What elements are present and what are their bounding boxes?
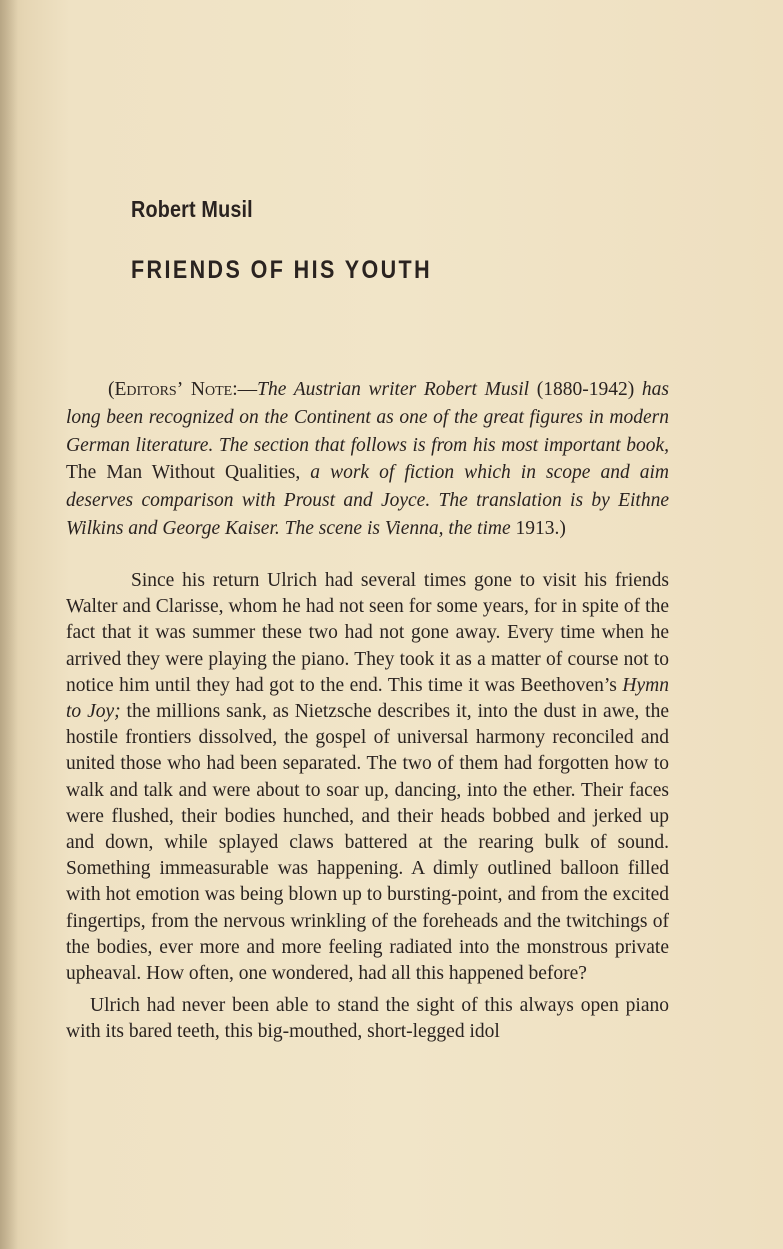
note-close-paren: ) [559,517,566,539]
note-dates: (1880-1942) [529,379,642,400]
note-italic-3: a work of fiction which in scope and aim deserves comparison with Proust and Joyce. The translation is by Eithne Wilkins and George Kaiser. The scene is Vienna, the time [66,462,669,539]
binding-shadow [0,0,18,1249]
paragraph-1-part-1: Since his return Ulrich had several times gone to visit his friends Walter and Clarisse, whom he had not seen for some years, for in spite of the fact that it was summer these two had not gone away. Every time when he arrived they were playing the piano. They took it as a matter of course not to notice him until they had got to the end. This time it was Beethoven’s [66,570,669,696]
note-year: 1913. [510,517,560,539]
paragraph-1-italic: Hymn to Joy; [66,674,669,723]
note-italic-1: The Austrian writer Robert Musil [257,379,530,400]
note-italic-2: has long been recognized on the Continent as one of the great figures in modern German literature. The section that follows is from his most important book, [66,379,670,456]
chapter-title: FRIENDS OF HIS YOUTH [131,256,433,284]
editors-label: Editors’ [114,379,184,400]
editors-note [66,376,669,543]
note-dash: :— [232,379,258,400]
author-heading: Robert Musil [131,196,253,222]
note-open-paren: ( [108,379,115,400]
paragraph-1 [66,568,669,987]
note-label: Note [190,379,233,400]
body-text [66,568,669,1046]
paragraph-2: Ulrich had never been able to stand the sight of this always open piano with its bared teeth, this big-mouthed, short-legged idol [66,995,669,1043]
paragraph-1-part-2: the millions sank, as Nietzsche describes it, into the dust in awe, the hostile frontiers dissolved, the gospel of universal harmony reconciled and united those who had been separated. The two of them had forgotten how to walk and talk and were about to soar up, dancing, into the ether. Their faces were flushed, their bodies hunched, and their heads bobbed and jerked up and down, while splayed claws battered at the rearing bulk of sound. Something immeasurable was happening. A dimly outlined balloon filled with hot emotion was being blown up to bursting-point, and from the excited fingertips, from the nervous wrinkling of the foreheads and the twitchings of the bodies, ever more and more feeling radiated into the monstrous private upheaval. How often, one wondered, had all this happened before? [66,701,669,985]
book-title: The Man Without Qualities, [66,462,311,484]
